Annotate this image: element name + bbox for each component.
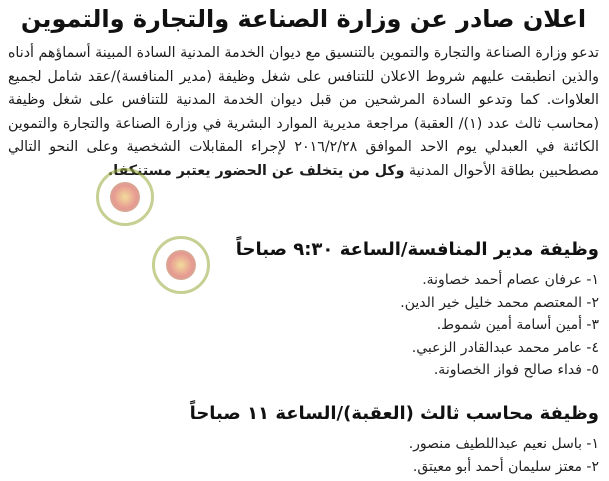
- list-item: ٣- أمين أسامة أمين شموط.: [436, 317, 599, 333]
- list-item: ٢- معتز سليمان أحمد أبو معيتق.: [412, 458, 599, 475]
- list-item: ٢- المعتصم محمد خليل خير الدين.: [400, 294, 599, 311]
- watermark-logo-icon: [96, 168, 154, 226]
- candidate-list-competition-manager: [319, 269, 599, 382]
- announcement-closing-text: وكل من يتخلف عن الحضور يعتبر مستنكفا.: [107, 162, 405, 179]
- candidate-list-third-accountant: [319, 433, 599, 478]
- announcement-body: [8, 42, 599, 183]
- section-heading-competition-manager: وظيفة مدير المنافسة/الساعة ٩:٣٠ صباحاً: [235, 239, 599, 260]
- watermark-logo-icon: [152, 236, 210, 294]
- announcement-body-text: تدعو وزارة الصناعة والتجارة والتموين بالتنسيق مع ديوان الخدمة المدنية السادة المبينة أسماؤهم أدناه والذين انطبقت عليهم شروط الاعلان للتنافس على شغل وظيفة (مدير المنافسة)/عقد شامل لجميع العلاوات. كما وتدعو السادة المرشحين من قبل ديوان الخدمة المدنية للتنافس على شغل وظيفة (محاسب ثالث عدد (١)/ العقبة) مراجعة مديرية الموارد البشرية في وزارة الصناعة والتجارة والتموين الكائنة في العبدلي يوم الاحد الموافق ٢٠١٦/٢/٢٨ لإجراء المقابلات الشخصية وعلى النحو التالي مصطحبين بطاقة الأحوال المدنية: [8, 45, 599, 179]
- section-heading-third-accountant: وظيفة محاسب ثالث (العقبة)/الساعة ١١ صباحاً: [189, 403, 599, 424]
- list-item: ١- باسل نعيم عبداللطيف منصور.: [408, 436, 599, 452]
- list-item: ٥- فداء صالح فواز الخصاونة.: [433, 362, 599, 378]
- list-item: ١- عرفان عصام أحمد خصاونة.: [422, 272, 599, 288]
- announcement-title: اعلان صادر عن وزارة الصناعة والتجارة والتموين: [20, 5, 587, 33]
- list-item: ٤- عامر محمد عبدالقادر الزعبي.: [411, 339, 599, 356]
